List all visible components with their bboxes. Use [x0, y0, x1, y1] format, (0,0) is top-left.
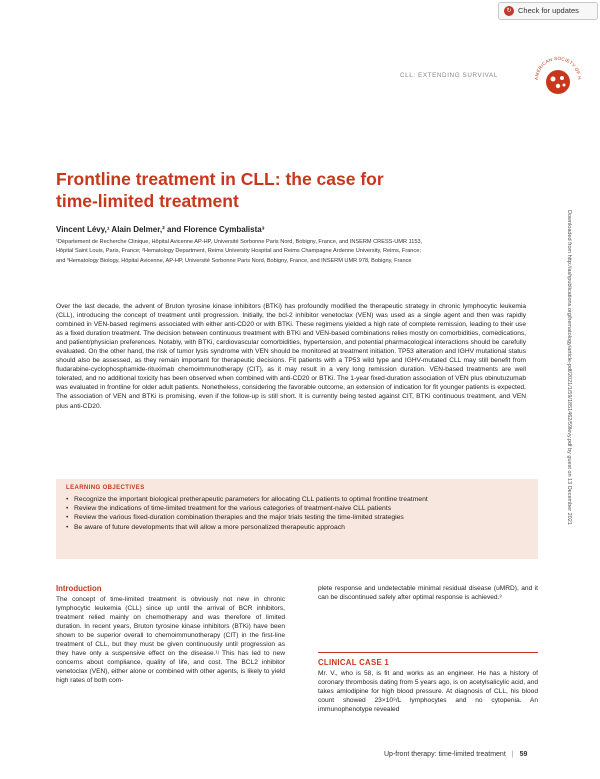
clinical-case-text: Mr. V., who is 58, is fit and works as an engineer. He has a history of coronary thrombosis dating from 5 years ago, is on acetylsalicylic acid, and takes amlodipine for high blood pressure. At diagnosis of CLL, his blood count showed 23×10⁹/L lymphocytes and no cytopenia. An immunophenotype revealed: [318, 670, 538, 714]
authors: Vincent Lévy,¹ Alain Delmer,² and Florence Cymbalista³: [56, 225, 265, 234]
learning-objectives-heading: LEARNING OBJECTIVES: [66, 485, 145, 491]
clinical-case-heading: CLINICAL CASE 1: [318, 658, 390, 667]
learning-objectives-box: [56, 479, 538, 559]
logo-text: AMERICAN SOCIETY OF H: [533, 55, 583, 81]
list-item: • Be aware of future developments that will allow a more personalized therapeutic approach: [66, 523, 528, 532]
affiliations: [56, 238, 526, 266]
clinical-case-divider: [318, 652, 538, 653]
page-number: 59: [519, 751, 528, 758]
check-for-updates-label: Check for updates: [518, 6, 579, 15]
check-for-updates-button[interactable]: [498, 2, 598, 20]
logo-drop-icon: [546, 70, 570, 94]
affiliation-line: Hôpital Saint Louis, Paris, France; ²Hematology Department, Reims University Hospital and Reims Champagne Ardenne University, Reims, France;: [56, 248, 421, 255]
running-title: Up-front therapy: time-limited treatment: [384, 751, 506, 758]
article-title: Frontline treatment in CLL: the case for time-limited treatment: [56, 169, 384, 211]
introduction-text-col1: The concept of time-limited treatment is obviously not new in chronic lymphocytic leukemia (CLL) since up until the arrival of BCR inhibitors, treatment relied mainly on chemotherapy and was therefore of limited duration. In recent years, Bruton tyrosine kinase inhibitors (BTKi) have been shown to be superior overall to chemoimmunotherapy (CIT) in the first-line treatment of CLL, but they must be given continuously until progression as they have only a suspensive effect on the disease.¹ʲ This has led to new concerns about compliance, quality of life, and cost. The BCL2 inhibitor venetoclax (VEN), either alone or combined with other agents, is likely to yield high rates of both com-: [56, 596, 285, 685]
page-footer: Up-front therapy: time-limited treatment | 59: [384, 751, 528, 758]
learning-objectives-list: [66, 495, 528, 532]
list-item: • Review the various fixed-duration combination therapies and the major trials testing the time-limited strategies: [66, 513, 528, 522]
abstract: Over the last decade, the advent of Bruton tyrosine kinase inhibitors (BTKi) has profoundly modified the therapeutic strategy in chronic lymphocytic leukemia (CLL), introducing the concept of treatment until progression. Initially, the bcl-2 inhibitor venetoclax (VEN) was used as a single agent and then was rapidly combined in VEN-based regimens associated with either anti-CD20 or with BTKi. These regimens yielded a high rate of complete remission, leading to their use as a fixed duration treatment. The decision between continuous treatment with BTKi and VEN-based combinations relies mostly on comorbidities, comedications, and patient/physician preferences. Notably, with BTKi, cardiovascular comorbidities, hypertension, and potential pharmacological interactions should be carefully evaluated. On the other hand, the risk of tumor lysis syndrome with VEN should be monitored at treatment initiation. TP53 alteration and IGHV mutational status should also be assessed, as they remain important for therapeutic decisions. Fit patients with a TP53 wild type and IGHV-mutated CLL may still benefit from fludarabine-cyclophosphamide-rituximab chemoimmunotherapy (CIT), as it may result in a very long remission duration. VEN-based treatments are well tolerated, and no additional toxicity has been observed when combined with anti-CD20 or BTKi. The 1-year fixed-duration association of VEN plus obinutuzumab was evaluated in frontline for older adult patients. Nonetheless, considering the favorable outcome, an extension of indication for fit younger patients is expected. The association of VEN and BTKi is promising, even if the follow-up is still short. It is currently being tested against CIT, BTKi continuous treatment, and VEN plus anti-CD20.: [56, 303, 526, 410]
list-item: • Review the indications of time-limited treatment for the various categories of treatment-naive CLL patients: [66, 504, 528, 513]
refresh-icon: ↻: [504, 6, 514, 16]
introduction-heading: Introduction: [56, 584, 102, 593]
section-label: CLL: EXTENDING SURVIVAL: [400, 72, 498, 79]
affiliation-line: and ³Hematology Biology, Hôpital Avicenne, AP-HP, Université Sorbonne Paris Nord, Bobigny, France, and INSERM UMR 978, Bobigny, France: [56, 257, 412, 264]
affiliation-line: ¹Département de Recherche Clinique, Hôpital Avicenne AP-HP, Université Sorbonne Paris Nord, Bobigny, France, and INSERM CRESS-UMR 1153,: [56, 239, 423, 245]
download-watermark: Downloaded from http://ashpublications.org/hematology/article-pdf/2021/1/59/1851462/59levy.pdf by guest on 13 December 2021: [566, 210, 572, 525]
ash-logo: [530, 50, 586, 106]
introduction-text-col2: plete response and undetectable minimal residual disease (uMRD), and it can be discontinued safely after optimal response is achieved.³: [318, 585, 538, 602]
list-item: • Recognize the important biological pretherapeutic parameters for allocating CLL patients to optimal frontline treatment: [66, 495, 528, 504]
